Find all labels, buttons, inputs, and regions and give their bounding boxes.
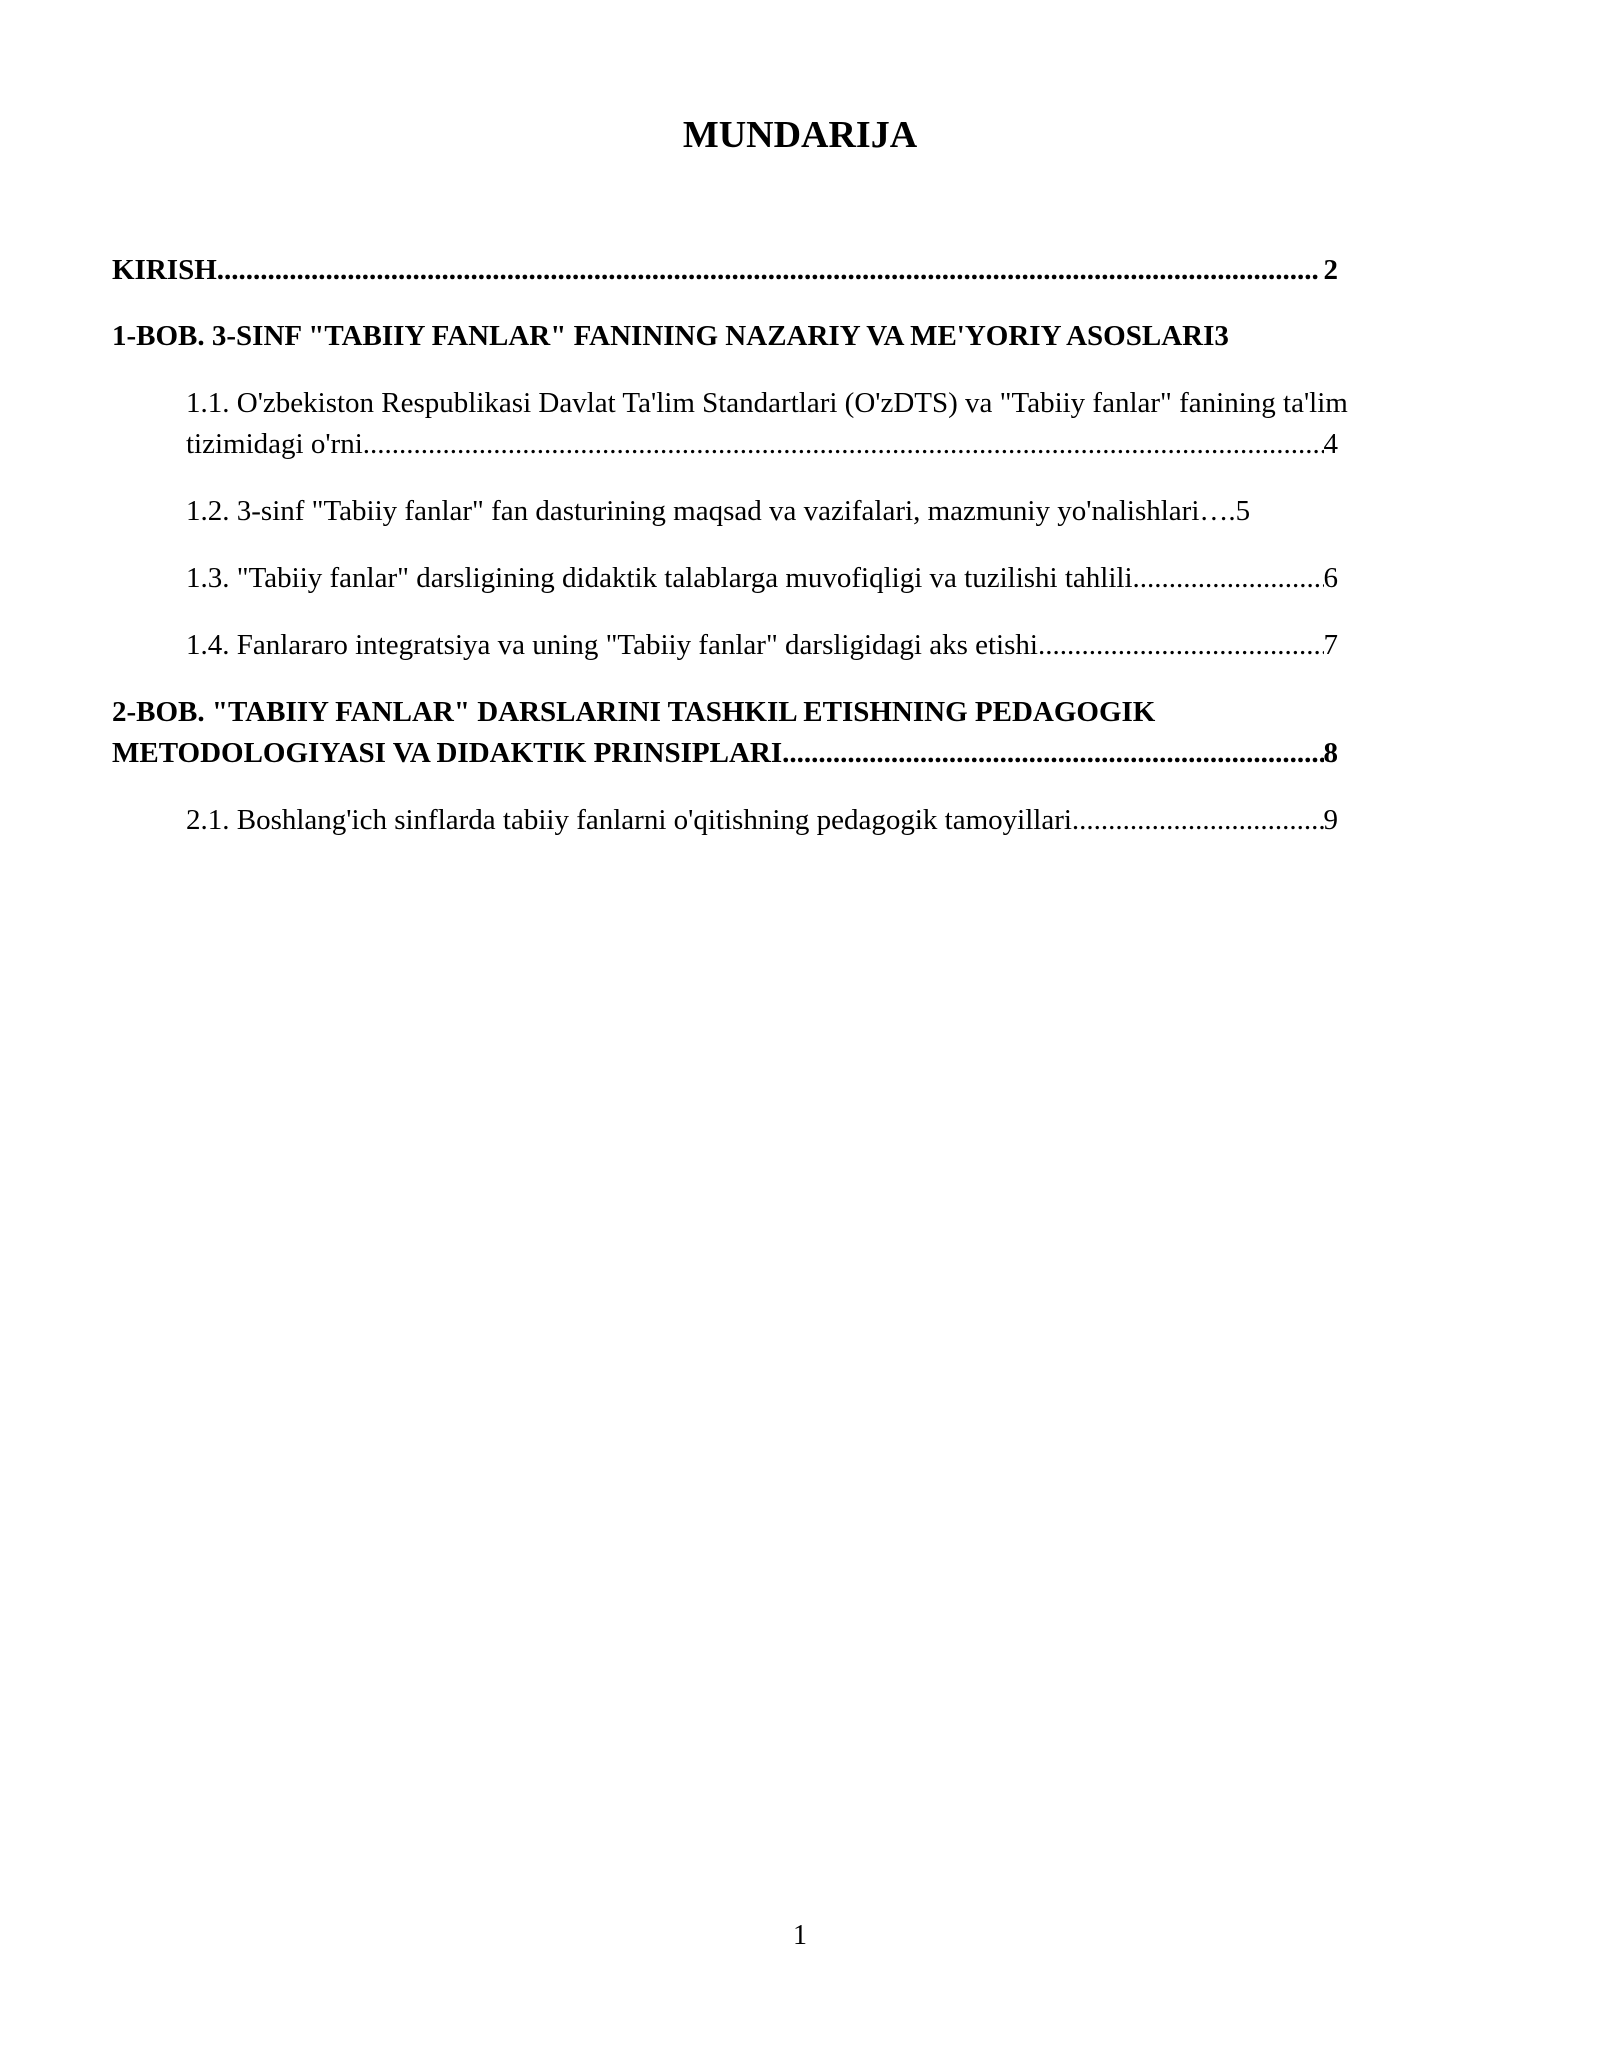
- toc-page-number: 8: [1323, 737, 1338, 769]
- toc-page-number: 4: [1323, 428, 1338, 460]
- toc-entry-bob-2[interactable]: [112, 692, 1338, 774]
- dot-leader: [1038, 625, 1324, 666]
- toc-entry-1-1[interactable]: [186, 383, 1348, 465]
- dot-leader: [1133, 558, 1324, 599]
- toc-entry-label: 2-BOB. "TABIIY FANLAR" DARSLARINI TASHKIL ETISHNING PEDAGOGIK: [112, 696, 1156, 728]
- toc-entry-label: 1.3. "Tabiiy fanlar" darsligining didaktik talablarga muvofiqligi va tuzilishi tahlili: [186, 562, 1133, 594]
- toc-page-number: 7: [1323, 629, 1338, 661]
- toc-page-number: 9: [1323, 804, 1338, 836]
- toc-entry-bob-1[interactable]: [112, 316, 1338, 357]
- toc-page-number: 2: [1323, 254, 1338, 286]
- toc-entry-label: 2.1. Boshlang'ich sinflarda tabiiy fanlarni o'qitishning pedagogik tamoyillari: [186, 804, 1072, 836]
- dot-leader: [1072, 800, 1324, 841]
- page-number: 1: [793, 1920, 807, 1951]
- dot-leader: ….: [1199, 495, 1236, 527]
- toc-entry-label: 1-BOB. 3-SINF "TABIIY FANLAR" FANINING NAZARIY VA ME'YORIY ASOSLARI: [112, 320, 1215, 352]
- toc-entry-label: KIRISH: [112, 254, 217, 286]
- toc-entry-2-1[interactable]: [186, 800, 1338, 841]
- toc-entry-label-continued: tizimidagi o'rni: [186, 428, 363, 460]
- toc-page-number: 6: [1323, 562, 1338, 594]
- dot-leader: [782, 733, 1323, 774]
- toc-entry-label: 1.1. O'zbekiston Respublikasi Davlat Ta'lim Standartlari (O'zDTS) va "Tabiiy fanlar" fanining ta'lim: [186, 387, 1348, 419]
- table-of-contents: [112, 250, 1348, 841]
- dot-leader: [363, 424, 1324, 465]
- toc-entry-label: 1.2. 3-sinf "Tabiiy fanlar" fan dasturining maqsad va vazifalari, mazmuniy yo'nalishlari: [186, 495, 1200, 527]
- toc-entry-kirish[interactable]: [112, 250, 1338, 291]
- dot-leader: [217, 250, 1320, 291]
- toc-entry-1-3[interactable]: [186, 558, 1338, 599]
- toc-page-number: 3: [1214, 320, 1229, 352]
- toc-entry-1-2[interactable]: [186, 491, 1338, 532]
- toc-entry-label-continued: METODOLOGIYASI VA DIDAKTIK PRINSIPLARI: [112, 737, 783, 769]
- toc-page-number: 5: [1235, 495, 1251, 527]
- page-title: MUNDARIJA: [682, 114, 918, 156]
- toc-entry-1-4[interactable]: [186, 625, 1338, 666]
- toc-entry-label: 1.4. Fanlararo integratsiya va uning "Tabiiy fanlar" darsligidagi aks etishi: [186, 629, 1038, 661]
